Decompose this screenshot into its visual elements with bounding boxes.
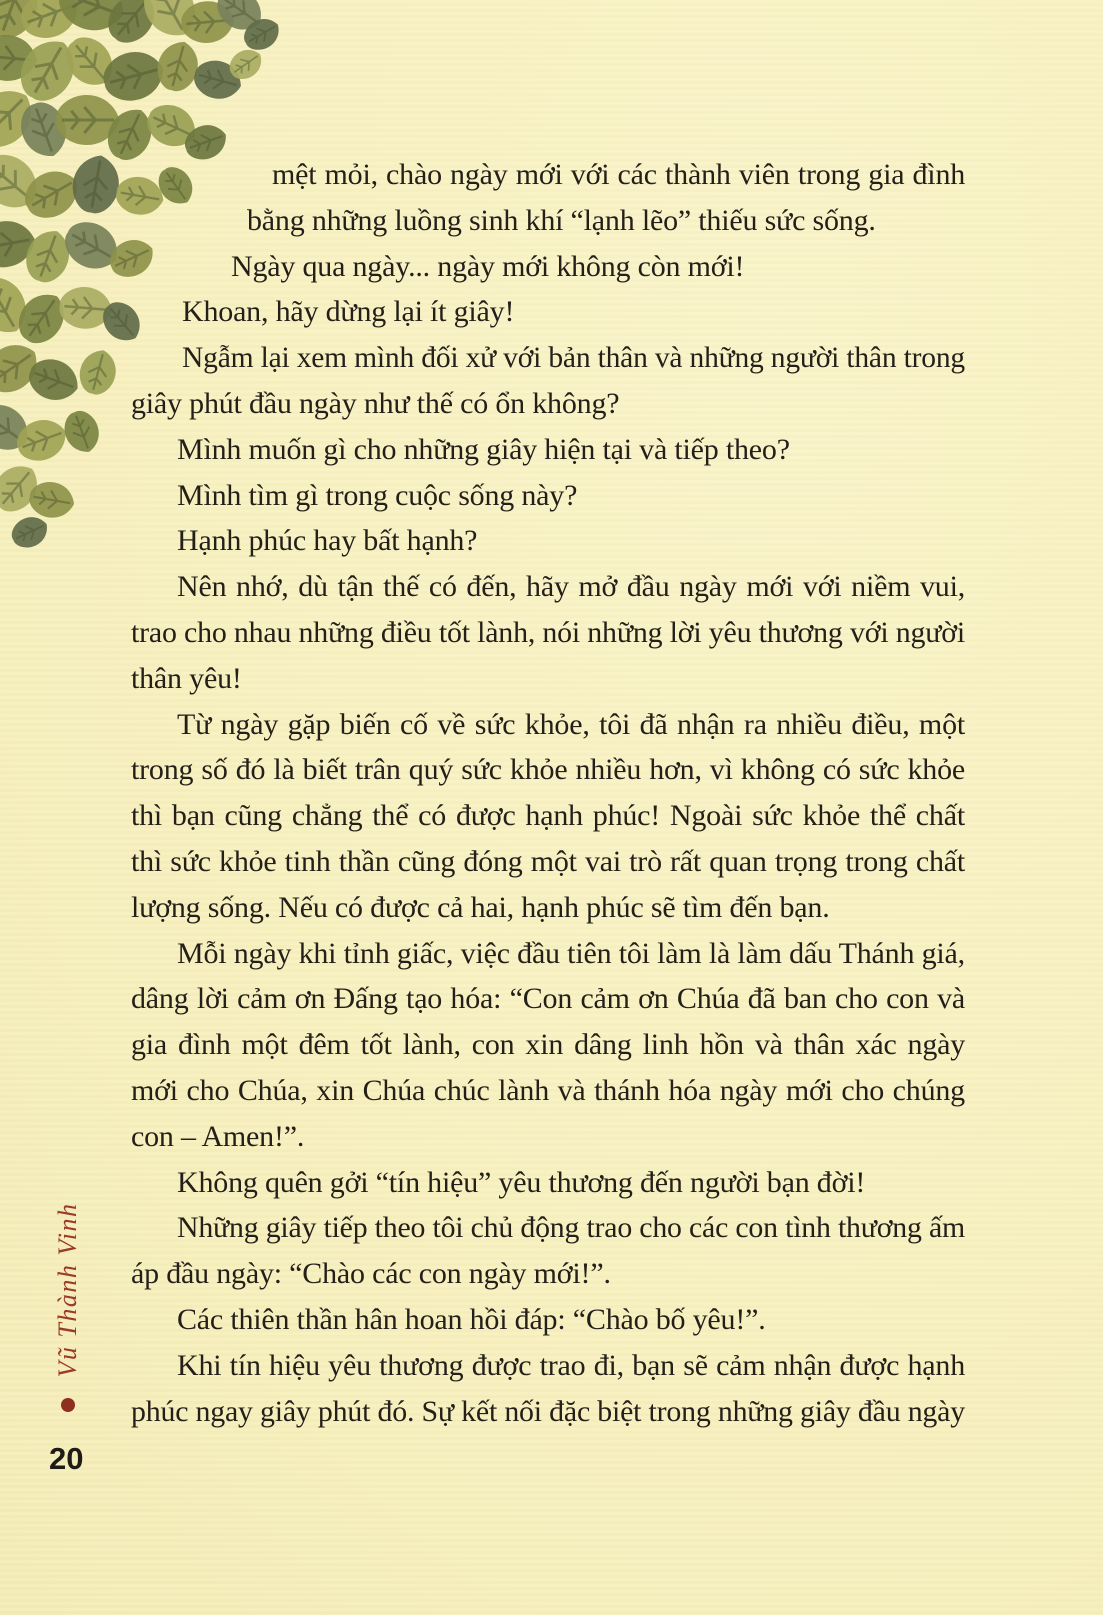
text-line: con – Amen!”. xyxy=(131,1119,305,1153)
text-line: Mình muốn gì cho những giây hiện tại và tiếp theo? xyxy=(177,432,790,466)
text-line: áp đầu ngày: “Chào các con ngày mới!”. xyxy=(131,1257,611,1291)
text-line: phúc ngay giây phút đó. Sự kết nối đặc biệt trong những giây đầu ngày xyxy=(131,1394,965,1428)
text-line: Mình tìm gì trong cuộc sống này? xyxy=(177,478,578,512)
text-line: gia đình một đêm tốt lành, con xin dâng linh hồn và thân xác ngày xyxy=(131,1028,966,1062)
text-line: Không quên gởi “tín hiệu” yêu thương đến người bạn đời! xyxy=(177,1165,866,1199)
body-text xyxy=(131,152,965,1434)
text-line: thân yêu! xyxy=(131,661,242,695)
text-line: Những giây tiếp theo tôi chủ động trao cho các con tình thương ấm xyxy=(177,1211,966,1245)
text-line: Các thiên thần hân hoan hồi đáp: “Chào bố yêu!”. xyxy=(177,1302,766,1336)
text-line: Ngày qua ngày... ngày mới không còn mới! xyxy=(231,249,745,283)
text-line: dâng lời cảm ơn Đấng tạo hóa: “Con cảm ơn Chúa đã ban cho con và xyxy=(131,982,966,1016)
text-line: Mỗi ngày khi tỉnh giấc, việc đầu tiên tôi làm là làm dấu Thánh giá, xyxy=(177,936,965,970)
author-bullet-icon xyxy=(61,1398,75,1412)
text-line: trong số đó là biết trân quý sức khỏe nhiều hơn, vì không có sức khỏe xyxy=(131,753,966,787)
text-line: Nên nhớ, dù tận thế có đến, hãy mở đầu ngày mới với niềm vui, xyxy=(177,570,966,604)
text-line: thì sức khỏe tinh thần cũng đóng một vai trò rất quan trọng trong chất xyxy=(131,844,965,878)
page-number: 20 xyxy=(49,1441,84,1476)
text-line: mệt mỏi, chào ngày mới với các thành viên trong gia đình xyxy=(272,158,966,191)
text-line: bằng những luồng sinh khí “lạnh lẽo” thiếu sức sống. xyxy=(247,203,876,237)
author-name: Vũ Thành Vinh xyxy=(53,1202,82,1378)
text-line: Từ ngày gặp biến cố về sức khỏe, tôi đã nhận ra nhiều điều, một xyxy=(177,707,965,741)
text-line: lượng sống. Nếu có được cả hai, hạnh phúc sẽ tìm đến bạn. xyxy=(131,890,830,924)
text-line: mới cho Chúa, xin Chúa chúc lành và thánh hóa ngày mới cho chúng xyxy=(131,1073,965,1107)
text-line: Khoan, hãy dừng lại ít giây! xyxy=(182,295,515,329)
text-line: Hạnh phúc hay bất hạnh? xyxy=(177,524,478,558)
text-line: Khi tín hiệu yêu thương được trao đi, bạn sẽ cảm nhận được hạnh xyxy=(177,1348,965,1382)
text-line: giây phút đầu ngày như thế có ổn không? xyxy=(131,386,620,420)
text-line: Ngẫm lại xem mình đối xử với bản thân và những người thân trong xyxy=(182,341,965,375)
text-line: trao cho nhau những điều tốt lành, nói những lời yêu thương với người xyxy=(131,615,966,649)
text-line: thì bạn cũng chẳng thể có được hạnh phúc! Ngoài sức khỏe thể chất xyxy=(131,799,965,833)
